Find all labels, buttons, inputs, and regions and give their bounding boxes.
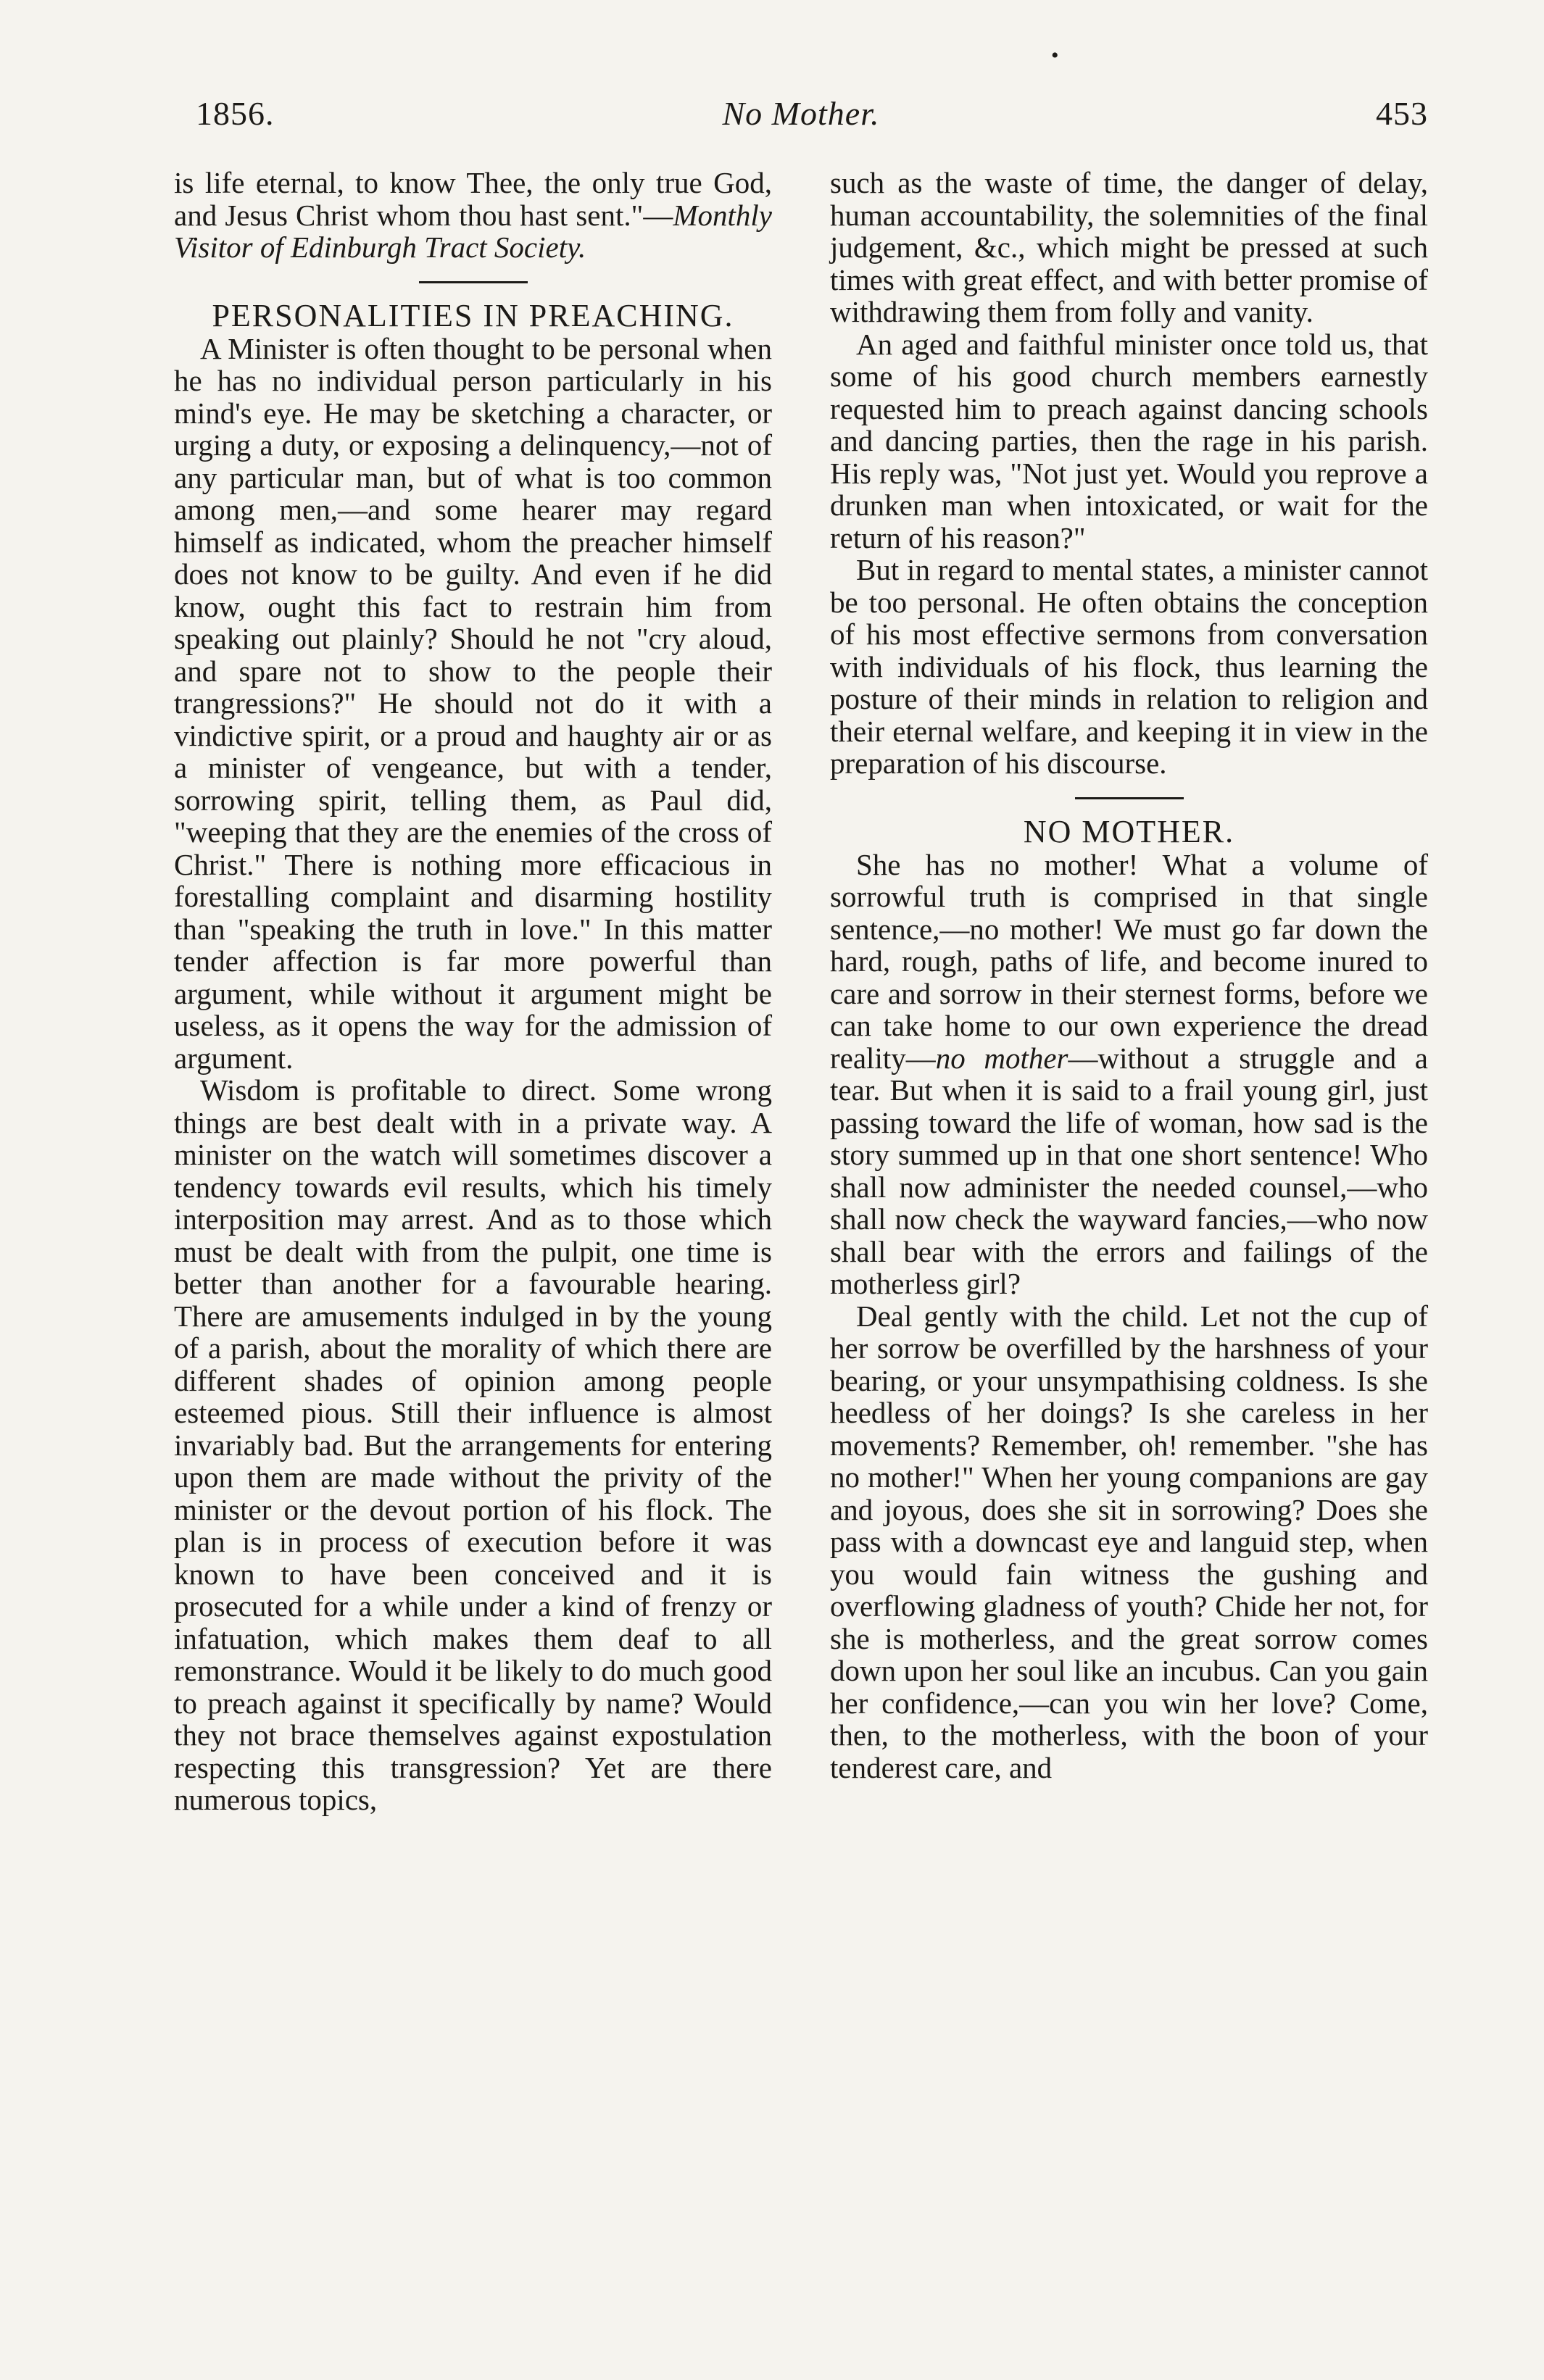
- running-header: [174, 43, 1428, 145]
- section-divider: [419, 281, 528, 283]
- source-citation: Monthly Visitor of Edinburgh Tract Society.: [174, 198, 772, 264]
- continued-text: is life eternal, to know Thee, the only true God, and Jesus Christ whom thou hast sent."—: [174, 166, 772, 232]
- journal-page: [174, 43, 1429, 2341]
- margin-mark: •: [1051, 43, 1060, 67]
- two-column-body: [174, 167, 1428, 1816]
- emphasis-text: no mother: [935, 1041, 1068, 1075]
- text-run: She has no mother! What a volume of sorrowful truth is comprised in that single sentence,—no mother! We must go far down the hard, rough, paths of life, and become inured to care and sorrow in their sternest forms, before we can take home to our own experience the dread reality—: [830, 847, 1428, 1075]
- body-paragraph: But in regard to mental states, a minister cannot be too personal. He often obtains the conception of his most effective sermons from conversation with individuals of his flock, thus learning the posture of their minds in relation to religion and their eternal welfare, and keeping it in view in the preparation of his discourse.: [830, 553, 1428, 780]
- right-column: [830, 167, 1428, 1816]
- header-year: 1856.: [196, 95, 275, 132]
- section-divider: [1075, 797, 1184, 799]
- continued-paragraph: [174, 167, 772, 264]
- article-title-no-mother: NO MOTHER.: [1023, 813, 1235, 849]
- header-page-number: 453: [1376, 95, 1428, 132]
- body-paragraph: An aged and faithful minister once told us, that some of his good church members earnestly requested him to preach against dancing schools and dancing parties, then the rage in his parish. His reply was, "Not just yet. Would you reprove a drunken man when intoxicated, or wait for the return of his reason?": [830, 327, 1428, 554]
- text-run: —without a struggle and a tear. But when it is said to a frail young girl, just passing toward the life of woman, how sad is the story summed up in that one short sentence! Who shall now administer the needed counsel,—who shall now check the wayward fancies,—who now shall bear with the errors and failings of the motherless girl?: [830, 1041, 1429, 1300]
- left-column: [174, 167, 772, 1816]
- body-paragraph: Deal gently with the child. Let not the cup of her sorrow be overfilled by the harshness of your bearing, or your unsympathising coldness. Is she heedless of her doings? Is she careless in her movements? Remember, oh! remember. "she has no mother!" When her young companions are gay and joyous, does she sit in sorrowing? Does she pass with a downcast eye and languid step, when you would fain witness the gushing and overflowing gladness of youth? Chide her not, for she is motherless, and the great sorrow comes down upon her soul like an incubus. Can you gain her confidence,—can you win her love? Come, then, to the motherless, with the boon of your tenderest care, and: [830, 1299, 1428, 1784]
- header-title: No Mother.: [722, 95, 880, 132]
- body-paragraph: [830, 849, 1428, 1300]
- body-paragraph: A Minister is often thought to be personal when he has no individual person particularly in his mind's eye. He may be sketching a character, or urging a duty, or exposing a delinquency,—not of any particular man, but of what is too common among men,—and some hearer may regard himself as indicated, whom the preacher himself does not know to be guilty. And even if he did know, ought this fact to restrain him from speaking out plainly? Should he not "cry aloud, and spare not to show to the people their trangressions?" He should not do it with a vindictive spirit, or a proud and haughty air or as a minister of vengeance, but with a tender, sorrowing spirit, telling them, as Paul did, "weeping that they are the enemies of the cross of Christ." There is nothing more efficacious in forestalling complaint and disarming hostility than "speaking the truth in love." In this matter tender affection is far more powerful than argument, while without it argument might be useless, as it opens the way for the admission of argument.: [174, 331, 772, 1075]
- body-paragraph: such as the waste of time, the danger of delay, human accountability, the solemnities of the final judgement, &c., which might be pressed at such times with great effect, and with better promise of withdrawing them from folly and vanity.: [830, 166, 1428, 328]
- article-title-personalities: PERSONALITIES IN PREACHING.: [212, 297, 734, 333]
- body-paragraph: Wisdom is profitable to direct. Some wrong things are best dealt with in a private way. A minister on the watch will sometimes discover a tendency towards evil results, which his timely interposition may arrest. And as to those which must be dealt with from the pulpit, one time is better than another for a favourable hearing. There are amusements indulged in by the young of a parish, about the morality of which there are different shades of opinion among people esteemed pious. Still their influence is almost invariably bad. But the arrangements for entering upon them are made without the privity of the minister or the devout portion of his flock. The plan is in process of execution before it was known to have been conceived and it is prosecuted for a while under a kind of frenzy or infatuation, which makes them deaf to all remonstrance. Would it be likely to do much good to preach against it specifically by name? Would they not brace themselves against expostulation respecting this transgression? Yet are there numerous topics,: [174, 1073, 772, 1816]
